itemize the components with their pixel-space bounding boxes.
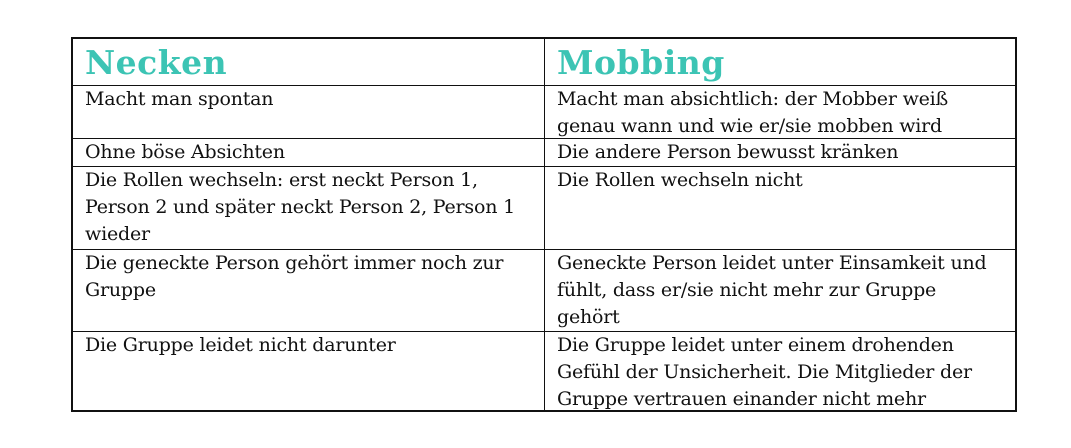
table-row xyxy=(73,250,1015,332)
table-row xyxy=(73,332,1015,412)
mobbing-cell: Die andere Person bewusst kränken xyxy=(544,139,1015,166)
necken-cell: Die geneckte Person gehört immer noch zur Gruppe xyxy=(85,252,504,301)
mobbing-cell: Geneckte Person leidet unter Einsamkeit und fühlt, dass er/sie nicht mehr zur Gruppe gehört xyxy=(544,250,1015,331)
header-mobbing: Mobbing xyxy=(544,39,1015,85)
table-header-row xyxy=(73,39,1015,86)
table-row xyxy=(73,139,1015,167)
necken-cell: Die Gruppe leidet nicht darunter xyxy=(85,334,396,356)
table-row xyxy=(73,86,1015,139)
table-row xyxy=(73,167,1015,250)
mobbing-cell: Die Rollen wechseln nicht xyxy=(544,167,1015,249)
header-necken: Necken xyxy=(85,43,228,82)
mobbing-cell: Die Gruppe leidet unter einem drohenden Gefühl der Unsicherheit. Die Mitglieder der Gruppe vertrauen einander nicht mehr xyxy=(544,332,1015,412)
necken-cell: Die Rollen wechseln: erst neckt Person 1, Person 2 und später neckt Person 2, Person 1 wieder xyxy=(85,169,515,245)
comparison-table xyxy=(71,37,1017,412)
necken-cell: Macht man spontan xyxy=(85,88,274,110)
mobbing-cell: Macht man absichtlich: der Mobber weiß genau wann und wie er/sie mobben wird xyxy=(544,86,1015,138)
necken-cell: Ohne böse Absichten xyxy=(85,141,285,163)
